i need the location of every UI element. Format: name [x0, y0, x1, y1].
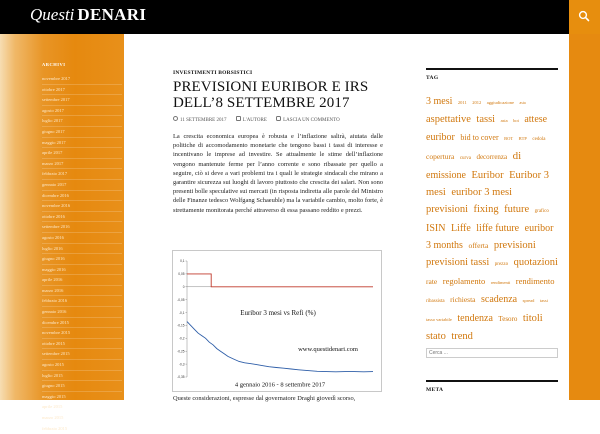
user-icon	[236, 116, 241, 121]
tag-link[interactable]: euribor	[426, 132, 455, 143]
tag-link[interactable]: previsioni	[426, 204, 468, 215]
tag-link[interactable]: quotazioni	[513, 257, 558, 268]
tag-link[interactable]: tasso variabile	[426, 317, 452, 322]
tag-link[interactable]: Tesoro	[498, 315, 518, 323]
archive-item[interactable]: aprile 2017	[42, 148, 122, 159]
tag-link[interactable]: spread	[522, 298, 535, 303]
tag-link[interactable]: asta	[500, 118, 508, 123]
tag-link[interactable]: rendimento	[515, 276, 555, 286]
chart-y-tick-label: -0,2	[179, 336, 185, 341]
chart-y-tick-label: -0,35	[177, 375, 185, 380]
tag-link[interactable]: previsioni tassi	[426, 257, 490, 268]
archive-item[interactable]: gennaio 2016	[42, 307, 122, 318]
tag-link[interactable]: grafico	[534, 209, 549, 214]
chart-y-tick-label: -0,05	[177, 297, 185, 302]
tag-link[interactable]: BTP	[518, 136, 527, 141]
archive-item[interactable]: novembre 2017	[42, 74, 122, 85]
chart-image	[172, 250, 382, 392]
post-comment-link[interactable]: LASCIA UN COMMENTO	[276, 118, 340, 123]
tag-link[interactable]: Liffe	[450, 223, 471, 234]
tag-link[interactable]: scadenza	[481, 294, 518, 305]
tag-link[interactable]: copertura	[426, 152, 455, 161]
post-title[interactable]: PREVISIONI EURIBOR E IRS DELL’8 SETTEMBRE 2017	[173, 79, 369, 111]
archive-item[interactable]: luglio 2017	[42, 116, 122, 127]
chart-y-tick-label: -0,15	[177, 323, 185, 328]
tag-link[interactable]: prezzo	[494, 262, 509, 267]
archive-item[interactable]: marzo 2017	[42, 159, 122, 170]
tag-link[interactable]: euribor 3 mesi	[451, 187, 512, 198]
chart-y-tick-label: 0	[182, 284, 185, 289]
tag-link[interactable]: 2012	[472, 100, 482, 105]
tag-link[interactable]: Euribor	[471, 170, 504, 181]
tag-link[interactable]: liffe future	[476, 223, 520, 234]
search-icon	[578, 10, 590, 22]
archive-item[interactable]: aprile 2016	[42, 275, 122, 286]
site-title-part1: Questi	[30, 5, 75, 24]
tag-link[interactable]: tassi	[539, 298, 548, 303]
site-header	[0, 0, 600, 34]
archive-item[interactable]: marzo 2015	[42, 413, 122, 424]
tag-link[interactable]: previsioni	[493, 240, 536, 251]
archive-item[interactable]: ottobre 2015	[42, 339, 122, 350]
tag-link[interactable]: tendenza	[457, 313, 493, 324]
archive-item[interactable]: febbraio 2016	[42, 296, 122, 307]
tag-link[interactable]: regolamento	[442, 276, 486, 286]
chart-y-tick-label: 0,1	[180, 259, 185, 264]
chart-title: Euribor 3 mesi vs Refi (%)	[240, 309, 316, 318]
right-sidebar	[400, 34, 569, 400]
archive-item[interactable]: aprile 2015	[42, 402, 122, 413]
archive-item[interactable]: maggio 2017	[42, 138, 122, 149]
archive-item[interactable]: marzo 2016	[42, 286, 122, 297]
archive-item[interactable]: febbraio 2017	[42, 169, 122, 180]
chart-y-tick-label: 0,05	[178, 272, 185, 277]
archive-heading: ARCHIVI	[42, 62, 66, 67]
post-body: La crescita economica europea è robusta e l’inflazione salirà, aiutata dalle politiche di accomodamento monetarie che tengono bassi i tassi di interesse e incentivano le imprese ad investire. Se attualmente le stime dell’inflazione vengono mantenute ferme per l’anno corrente e sono ribassate per quello a seguire, ciò si deve a vari problemi tra i quali le strategie sindacali che mirano a garantire sicurezza sui luoghi di lavoro piuttosto che crescita dei salari. Non sono presenti bolle speculative sui mercati (in risposta indiretta alle parole del Ministro delle Finanze tedesco Wolfgang Schaeuble) ma la variabile cambio, molto forte, è strettamente monitorata perché attraverso di essa passano reddito e prezzi.	[173, 133, 383, 214]
meta-divider	[426, 380, 558, 382]
archive-item[interactable]: luglio 2016	[42, 244, 122, 255]
archive-item[interactable]: maggio 2016	[42, 265, 122, 276]
post-author[interactable]: L'AUTORE	[236, 118, 267, 123]
chart-watermark: www.questidenari.com	[298, 346, 358, 354]
tag-link[interactable]: di	[512, 150, 522, 162]
tag-link[interactable]: Euribor 3	[509, 170, 550, 181]
tag-link[interactable]: titoli	[522, 313, 543, 324]
post-date[interactable]: 11 SETTEMBRE 2017	[173, 118, 226, 123]
chart-y-tick-label: -0,1	[179, 310, 185, 315]
archive-item[interactable]: gennaio 2017	[42, 180, 122, 191]
archive-item[interactable]: settembre 2015	[42, 349, 122, 360]
left-sidebar	[0, 34, 124, 431]
tag-link[interactable]: bid to cover	[460, 133, 499, 142]
tag-divider	[426, 68, 558, 70]
tag-link[interactable]: ISIN	[426, 223, 446, 234]
archive-item[interactable]: dicembre 2016	[42, 191, 122, 202]
archive-item[interactable]: settembre 2016	[42, 222, 122, 233]
tag-heading: TAG	[426, 75, 439, 81]
post-body-continued: Queste considerazioni, espresse dal governatore Draghi giovedì scorso,	[173, 395, 356, 402]
tag-link[interactable]: 2011	[457, 100, 467, 105]
tag-link[interactable]: 3 mesi	[426, 96, 453, 107]
tag-link[interactable]: emissione	[426, 170, 466, 181]
archive-item[interactable]: agosto 2017	[42, 106, 122, 117]
comment-icon	[276, 116, 281, 121]
archive-list	[42, 74, 122, 434]
tag-link[interactable]: curva	[459, 156, 471, 161]
tag-link[interactable]: offerta	[468, 241, 489, 250]
chart-svg	[173, 251, 383, 393]
archive-item[interactable]: maggio 2015	[42, 392, 122, 403]
chart-series-line-0	[187, 274, 373, 287]
post-category-link[interactable]: INVESTIMENTI BORSISTICI	[173, 70, 253, 76]
chart-y-tick-label: -0,25	[177, 349, 185, 354]
archive-item[interactable]: agosto 2015	[42, 360, 122, 371]
tag-link[interactable]: attese	[524, 114, 548, 125]
tag-link[interactable]: cedola	[532, 137, 546, 142]
tag-link[interactable]: tassi	[476, 114, 496, 125]
right-accent-bar	[569, 34, 600, 400]
site-title[interactable]	[30, 5, 146, 25]
tag-link[interactable]: stato	[426, 331, 446, 342]
archive-item[interactable]: settembre 2017	[42, 95, 122, 106]
tag-link[interactable]: euribor 3 months	[426, 223, 554, 251]
tag-link[interactable]: BOT	[504, 136, 514, 141]
archive-item[interactable]: febbraio 2015	[42, 424, 122, 434]
clock-icon	[173, 116, 178, 121]
archive-item[interactable]: giugno 2017	[42, 127, 122, 138]
chart-caption: 4 gennaio 2016 - 8 settembre 2017	[234, 381, 326, 389]
archive-item[interactable]: dicembre 2015	[42, 318, 122, 329]
chart-y-tick-label: -0,3	[179, 362, 185, 367]
archive-item[interactable]: novembre 2015	[42, 328, 122, 339]
tag-link[interactable]: decorrenza	[476, 153, 508, 161]
site-title-part2: DENARI	[77, 5, 147, 24]
archive-item[interactable]: ottobre 2017	[42, 85, 122, 96]
tag-link[interactable]: mesi	[426, 187, 446, 198]
archive-item[interactable]: novembre 2016	[42, 201, 122, 212]
tag-link[interactable]: asta	[519, 100, 526, 105]
tag-link[interactable]: fixing	[473, 204, 499, 215]
archive-item[interactable]: ottobre 2016	[42, 212, 122, 223]
tag-cloud	[426, 92, 560, 344]
tag-link[interactable]: bot	[513, 118, 519, 123]
tag-link[interactable]: aggiudicazione	[486, 100, 514, 105]
tag-link[interactable]: ribassista	[426, 299, 445, 304]
tag-link[interactable]: future	[504, 204, 530, 215]
archive-item[interactable]: giugno 2015	[42, 381, 122, 392]
post-meta	[173, 116, 348, 123]
main-content	[124, 34, 400, 400]
archive-item[interactable]: agosto 2016	[42, 233, 122, 244]
tag-link[interactable]: trend	[451, 331, 473, 342]
meta-heading: META	[426, 387, 444, 393]
search-input[interactable]	[426, 348, 558, 358]
archive-item[interactable]: luglio 2015	[42, 371, 122, 382]
archive-item[interactable]: giugno 2016	[42, 254, 122, 265]
tag-link[interactable]: richiesta	[450, 295, 476, 304]
tag-link[interactable]: rendimenti	[490, 280, 511, 285]
tag-link[interactable]: rate	[426, 277, 438, 286]
search-toggle-button[interactable]	[569, 0, 600, 34]
tag-link[interactable]: aspettative	[426, 114, 471, 125]
